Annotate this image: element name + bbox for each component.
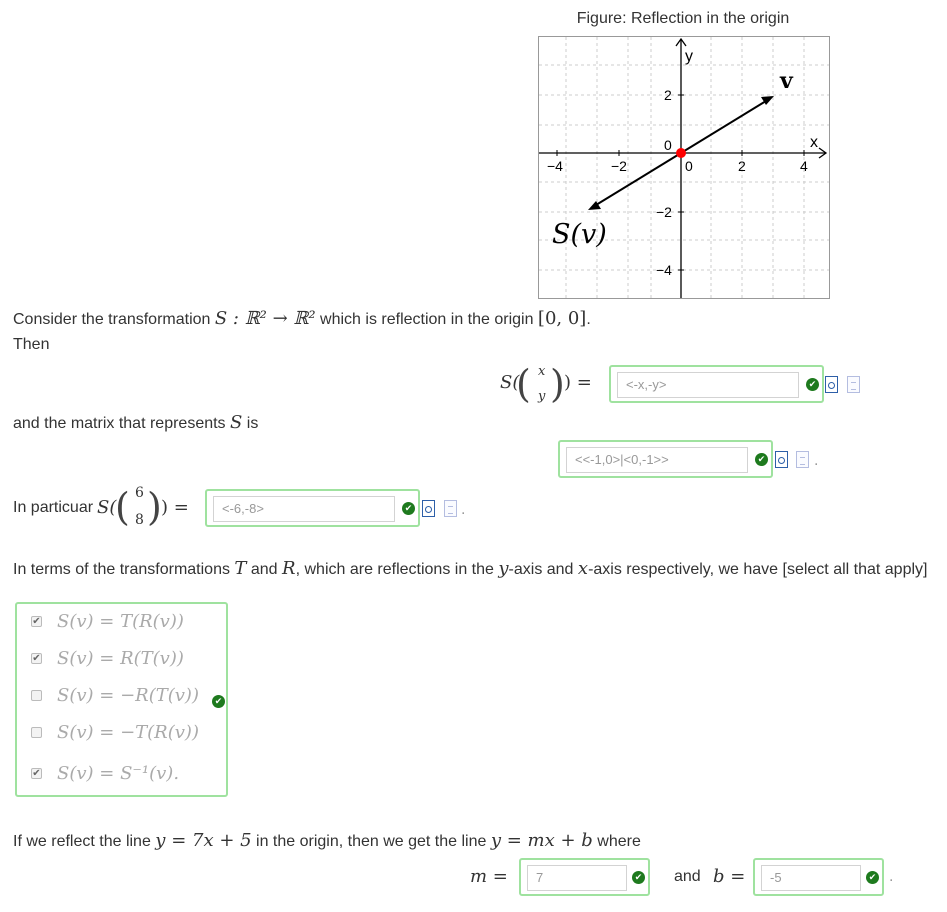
q2-answer-input[interactable]: <<-1,0>|<0,-1>> — [566, 447, 748, 473]
q3-answer-box — [205, 489, 420, 527]
y-tick-label: −2 — [656, 204, 672, 220]
q4-text: , which are reflections in the — [295, 561, 499, 578]
q4-choice-group — [15, 602, 228, 797]
vector-sv-line — [596, 153, 681, 205]
q2-period: . — [814, 452, 819, 469]
choice-checkbox[interactable]: ✔ — [32, 768, 41, 779]
q1-answer-input[interactable]: <-x,-y> — [617, 372, 799, 398]
q2-answer-box — [558, 440, 773, 478]
q5-b-answer-box — [753, 858, 884, 896]
x-axis-label: x — [810, 134, 818, 151]
q5-math-line2: y = mx + b — [490, 830, 593, 851]
q3-right-paren: ) — [147, 485, 162, 529]
q2-text-after: is — [242, 415, 259, 432]
q5-text: where — [592, 833, 641, 850]
q5-m-answer-box — [519, 858, 650, 896]
q3-period: . — [461, 501, 466, 518]
q5-text: in the origin, then we get the line — [251, 833, 491, 850]
help-icon[interactable] — [444, 500, 457, 517]
intro-then: Then — [13, 336, 50, 353]
choice-label: S(v) = S⁻¹(v). — [57, 763, 180, 784]
figure-caption: Figure: Reflection in the origin — [576, 10, 790, 27]
preview-icon[interactable] — [825, 376, 838, 393]
intro-math-origin: [0, 0] — [537, 308, 587, 329]
choice-label: S(v) = R(T(v)) — [57, 648, 184, 669]
figure-graph — [538, 36, 830, 299]
intro-line — [13, 308, 591, 329]
correct-check-icon: ✔ — [402, 502, 415, 515]
q4-math-x: x — [577, 558, 589, 579]
x-tick-label: 0 — [685, 158, 693, 174]
correct-check-icon: ✔ — [212, 695, 225, 708]
q5-text: If we reflect the line — [13, 833, 156, 850]
q4-math-T: T — [234, 558, 247, 579]
y-tick-label: 2 — [664, 87, 672, 103]
q1-vec-top: x — [538, 364, 546, 379]
q5-m-label: m = — [470, 866, 508, 887]
q5-m-answer-input[interactable]: 7 — [527, 865, 627, 891]
intro-text-after: which is reflection in the origin — [315, 311, 538, 328]
q3-left-paren: ( — [115, 485, 130, 529]
help-icon[interactable] — [847, 376, 860, 393]
q2-text — [13, 412, 258, 433]
y-tick-label: −4 — [656, 262, 672, 278]
preview-icon[interactable] — [775, 451, 788, 468]
graph-svg — [539, 37, 829, 298]
q1-equals: ) = — [564, 372, 592, 393]
choice-label: S(v) = −T(R(v)) — [57, 722, 199, 743]
y-tick-label: 0 — [664, 137, 672, 153]
choice-checkbox[interactable]: ✔ — [32, 616, 41, 627]
x-tick-label: −2 — [611, 158, 627, 174]
choice-checkbox[interactable] — [31, 690, 42, 701]
q4-question — [13, 558, 927, 579]
correct-check-icon: ✔ — [755, 453, 768, 466]
q3-equals: ) = — [161, 497, 189, 518]
q1-expression — [500, 362, 610, 409]
origin-point — [676, 148, 686, 158]
q1-vec-bottom: y — [538, 389, 546, 404]
preview-icon[interactable] — [422, 500, 435, 517]
q5-period: . — [889, 868, 894, 885]
q5-math-line1: y = 7x + 5 — [155, 830, 252, 851]
q4-text: -axis respectively, we have [select all that apply] — [588, 561, 928, 578]
choice-checkbox[interactable] — [31, 727, 42, 738]
q4-math-y: y — [498, 558, 509, 579]
q5-b-answer-input[interactable]: -5 — [761, 865, 861, 891]
choice-checkbox[interactable]: ✔ — [32, 653, 41, 664]
image-vector-label: S(v) — [552, 219, 607, 250]
q4-text: In terms of the transformations — [13, 561, 235, 578]
vector-v-line — [681, 101, 766, 153]
help-icon[interactable] — [796, 451, 809, 468]
intro-period: . — [586, 311, 591, 328]
vector-v-label: v — [780, 68, 793, 94]
x-tick-label: 4 — [800, 158, 808, 174]
q4-math-R: R — [282, 558, 296, 579]
q4-text: -axis and — [508, 561, 578, 578]
q5-and: and — [674, 868, 701, 885]
intro-math-map: S : ℝ² → ℝ² — [214, 308, 316, 329]
q1-right-paren: ) — [550, 362, 565, 406]
q3-prefix: In particuar — [13, 499, 94, 516]
q5-question — [13, 830, 641, 851]
q2-math: S — [230, 412, 243, 433]
x-tick-label: 2 — [738, 158, 746, 174]
q1-answer-box — [609, 365, 824, 403]
intro-text: Consider the transformation — [13, 311, 215, 328]
q3-func: S( — [97, 497, 117, 518]
choice-label: S(v) = T(R(v)) — [57, 611, 184, 632]
q5-b-label: b = — [713, 866, 746, 887]
q1-left-paren: ( — [516, 362, 531, 406]
q2-text-before: and the matrix that represents — [13, 415, 230, 432]
q3-answer-input[interactable]: <-6,-8> — [213, 496, 395, 522]
x-tick-label: −4 — [547, 158, 563, 174]
choice-label: S(v) = −R(T(v)) — [57, 685, 199, 706]
correct-check-icon: ✔ — [632, 871, 645, 884]
q3-vec-bottom: 8 — [135, 512, 144, 528]
y-axis-label: y — [685, 48, 693, 65]
q3-vec-top: 6 — [135, 485, 144, 501]
q1-func: S( — [500, 372, 520, 393]
correct-check-icon: ✔ — [806, 378, 819, 391]
q3-expression — [97, 485, 207, 531]
correct-check-icon: ✔ — [866, 871, 879, 884]
q4-and: and — [246, 561, 283, 578]
